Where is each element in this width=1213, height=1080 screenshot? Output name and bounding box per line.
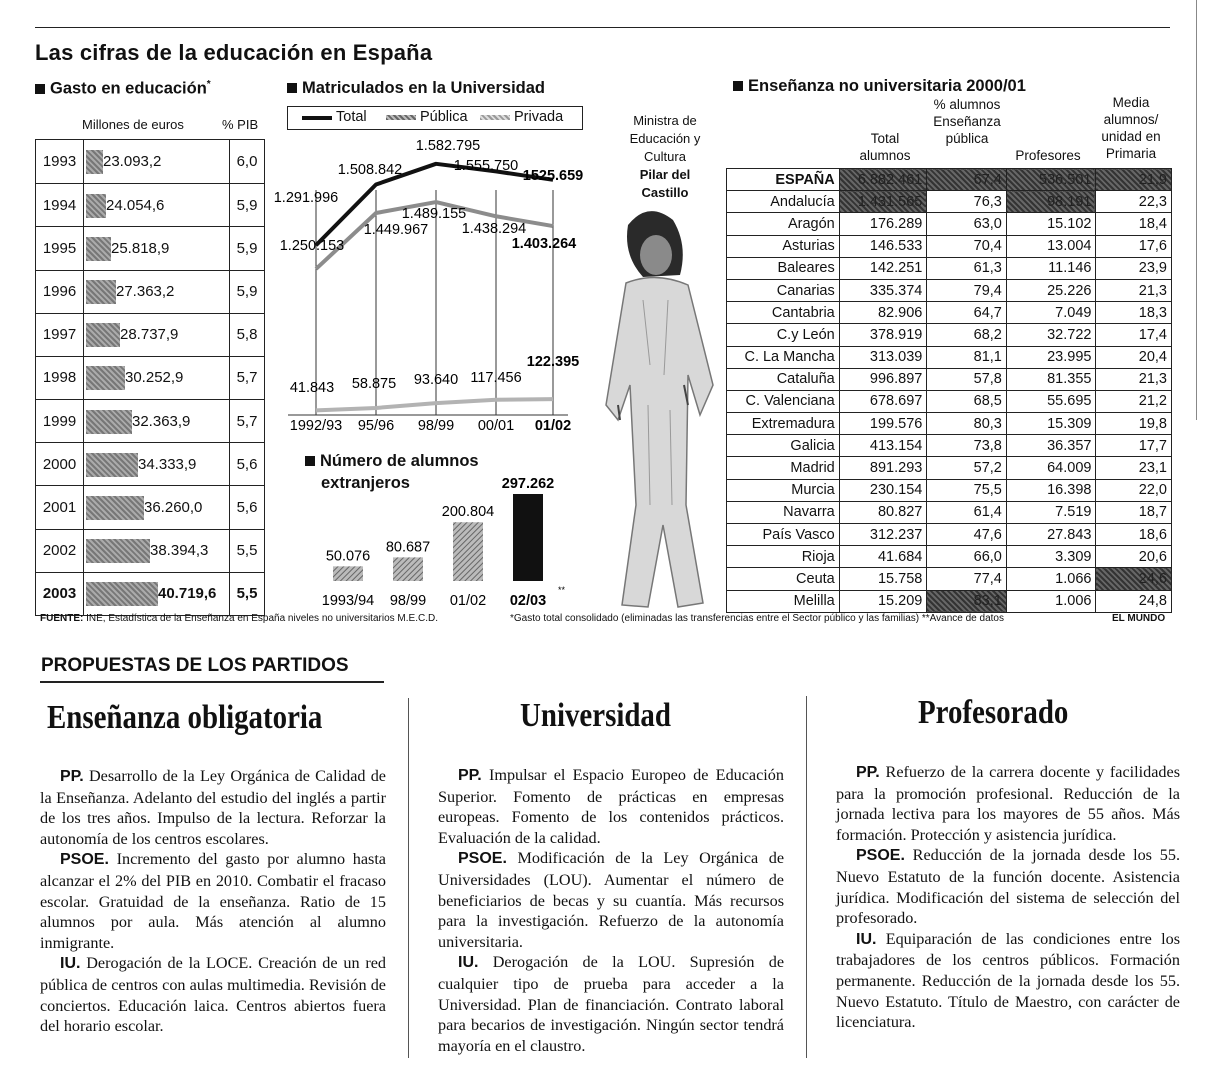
gasto-pib: 5,9 <box>229 184 264 226</box>
nouniv-cell: 24,8 <box>1096 590 1172 612</box>
nouniv-region: Cataluña <box>727 368 840 390</box>
nouniv-cell: 23,9 <box>1096 257 1172 279</box>
para-text: Derogación de la LOU. Supresión de cualquier tipo de prueba para acceder a la Universidad. Plan de financiación. Contrato laboral para becarios de investigación. Ningún sector tendrá mayoría en el claustro. <box>438 953 784 1055</box>
gasto-bar <box>86 539 150 563</box>
matric-x-tick: 98/99 <box>417 418 455 434</box>
nouniv-region: C. La Mancha <box>727 346 840 368</box>
legend-privada-label: Privada <box>514 109 564 125</box>
gasto-value: 24.054,6 <box>106 196 165 214</box>
top-rule <box>35 27 1170 28</box>
gasto-value: 38.394,3 <box>150 542 209 560</box>
ministra-name2: Castillo <box>641 185 689 200</box>
gasto-pib: 6,0 <box>229 140 264 183</box>
nouniv-cell: 25.226 <box>1006 279 1096 301</box>
nouniv-region: Melilla <box>727 590 840 612</box>
gasto-value: 23.093,2 <box>103 153 162 171</box>
nouniv-region: ESPAÑA <box>727 169 840 191</box>
gasto-pib: 5,6 <box>229 443 264 485</box>
nouniv-cell: 18,4 <box>1096 213 1172 235</box>
party-label: PP. <box>856 764 880 781</box>
para-pp <box>836 762 1180 845</box>
nouniv-cell: 80,3 <box>927 413 1007 435</box>
gasto-year: 2002 <box>36 530 84 572</box>
gasto-row <box>36 226 264 269</box>
square-bullet-icon <box>305 456 315 466</box>
nouniv-cell: 378.919 <box>839 324 927 346</box>
gasto-row <box>36 572 264 615</box>
extranjeros-x-tick: 1993/94 <box>321 593 375 609</box>
nouniv-region: Rioja <box>727 546 840 568</box>
nouniv-region: Ceuta <box>727 568 840 590</box>
nouniv-row <box>727 235 1172 257</box>
nouniv-heading-text: Enseñanza no universitaria 2000/01 <box>748 77 1026 95</box>
nouniv-region: C. Valenciana <box>727 390 840 412</box>
gasto-bar <box>86 453 138 477</box>
nouniv-cell: 68,5 <box>927 390 1007 412</box>
square-bullet-icon <box>35 84 45 94</box>
gasto-row <box>36 140 264 183</box>
extranjeros-bar <box>393 557 423 581</box>
nouniv-cell: 82.906 <box>839 302 927 324</box>
extranjeros-bar <box>453 522 483 581</box>
nouniv-cell: 20,6 <box>1096 546 1172 568</box>
nouniv-row <box>727 169 1172 191</box>
party-label: IU. <box>856 930 877 948</box>
gasto-bar <box>86 323 120 347</box>
nouniv-row <box>727 479 1172 501</box>
gasto-heading <box>35 79 211 99</box>
nouniv-table <box>726 168 1172 613</box>
matric-x-tick: 01/02 <box>534 418 572 434</box>
matric-total-label: 1.555.750 <box>453 158 519 174</box>
nouniv-cell: 536.501 <box>1006 169 1096 191</box>
legend-publica-swatch <box>386 115 416 120</box>
nouniv-cell: 21,3 <box>1096 368 1172 390</box>
nouniv-cell: 36.357 <box>1006 435 1096 457</box>
extranjeros-x-tick: 02/03 <box>509 593 547 609</box>
nouniv-row <box>727 413 1172 435</box>
nouniv-cell: 73,8 <box>927 435 1007 457</box>
gasto-heading-text: Gasto en educación <box>50 79 207 98</box>
nouniv-row <box>727 324 1172 346</box>
column-divider-2 <box>806 696 807 1058</box>
extranjeros-heading-line1: Número de alumnos <box>320 452 479 470</box>
nouniv-region: C.y León <box>727 324 840 346</box>
gasto-row <box>36 356 264 399</box>
nouniv-cell: 15.758 <box>839 568 927 590</box>
matric-series-privada <box>316 399 553 410</box>
nouniv-region: Cantabria <box>727 302 840 324</box>
nouniv-row <box>727 390 1172 412</box>
extranjeros-label-mark: ** <box>558 585 566 595</box>
gasto-bar <box>86 582 158 606</box>
nouniv-cell: 68,2 <box>927 324 1007 346</box>
nouniv-cell: 18,7 <box>1096 501 1172 523</box>
gasto-pib: 5,8 <box>229 314 264 356</box>
gasto-year: 1999 <box>36 400 84 442</box>
matric-x-tick: 00/01 <box>477 418 515 434</box>
nouniv-cell: 1.066 <box>1006 568 1096 590</box>
gasto-bar <box>86 366 125 390</box>
gasto-row <box>36 529 264 572</box>
nouniv-cell: 64.009 <box>1006 457 1096 479</box>
column-divider-1 <box>408 698 409 1058</box>
nouniv-cell: 15.209 <box>839 590 927 612</box>
right-edge-line <box>1196 0 1197 420</box>
nouniv-row <box>727 346 1172 368</box>
nouniv-row <box>727 279 1172 301</box>
nouniv-cell: 21,3 <box>1096 279 1172 301</box>
nouniv-cell: 16.398 <box>1006 479 1096 501</box>
para-text: Reducción de la jornada desde los 55. Nuevo Estatuto de la función docente. Asistencia jurídica. Modificación del sistema de selección del profesorado. <box>836 846 1180 928</box>
nouniv-row <box>727 501 1172 523</box>
propuestas-underline <box>40 681 384 683</box>
gasto-pib: 5,6 <box>229 486 264 528</box>
nouniv-cell: 996.897 <box>839 368 927 390</box>
extranjeros-value-label: 297.262 <box>501 476 555 492</box>
nouniv-region: Aragón <box>727 213 840 235</box>
matric-heading-text: Matriculados en la Universidad <box>302 79 545 97</box>
footer-fuente-label: FUENTE: <box>40 613 84 624</box>
para-pp <box>40 766 386 849</box>
nouniv-row <box>727 524 1172 546</box>
matric-total-label: 1.508.842 <box>337 162 403 178</box>
nouniv-row <box>727 368 1172 390</box>
nouniv-cell: 55.695 <box>1006 390 1096 412</box>
para-psoe <box>40 849 386 953</box>
party-label: PSOE. <box>856 847 905 865</box>
party-label: PSOE. <box>60 851 109 869</box>
nouniv-cell: 47,6 <box>927 524 1007 546</box>
ministra-name1: Pilar del <box>639 167 691 182</box>
gasto-year: 1994 <box>36 184 84 226</box>
para-iu <box>836 929 1180 1033</box>
ministra-line3: Cultura <box>644 149 686 164</box>
nouniv-cell: 20,4 <box>1096 346 1172 368</box>
gasto-table <box>35 139 265 616</box>
para-text: Impulsar el Espacio Europeo de Educación Superior. Fomento de prácticas en empresas europeas. Fomento de los contenidos prácticos. Evaluación de la calidad. <box>438 766 784 847</box>
nouniv-row <box>727 568 1172 590</box>
nouniv-region: Extremadura <box>727 413 840 435</box>
nouniv-cell: 17,7 <box>1096 435 1172 457</box>
matric-x-tick: 95/96 <box>357 418 395 434</box>
nouniv-cell: 70,4 <box>927 235 1007 257</box>
nouniv-row <box>727 257 1172 279</box>
nouniv-cell: 413.154 <box>839 435 927 457</box>
nouniv-cell: 1.006 <box>1006 590 1096 612</box>
gasto-value: 40.719,6 <box>158 585 217 603</box>
gasto-col2-header: % PIB <box>222 117 259 132</box>
gasto-row <box>36 270 264 313</box>
nouniv-cell: 146.533 <box>839 235 927 257</box>
matric-legend <box>287 106 583 130</box>
nouniv-cell: 81.355 <box>1006 368 1096 390</box>
nouniv-cell: 3.309 <box>1006 546 1096 568</box>
nouniv-cell: 41.684 <box>839 546 927 568</box>
matric-total-label: 1.582.795 <box>415 138 481 154</box>
nouniv-cell: 83,1 <box>927 590 1007 612</box>
nouniv-row <box>727 546 1172 568</box>
gasto-value: 25.818,9 <box>111 239 170 257</box>
para-text: Derogación de la LOCE. Creación de un red pública de centros con aulas multimedia. Revisión de conciertos. Educación laica. Centros abiertos fuera del horario escolar. <box>40 954 386 1036</box>
extranjeros-bar <box>513 494 543 581</box>
nouniv-region: Andalucía <box>727 191 840 213</box>
nouniv-cell: 66,0 <box>927 546 1007 568</box>
gasto-value: 30.252,9 <box>125 369 184 387</box>
party-label: IU. <box>458 954 479 972</box>
gasto-pib: 5,7 <box>229 400 264 442</box>
extranjeros-heading-line2: extranjeros <box>321 474 410 492</box>
nouniv-region: Murcia <box>727 479 840 501</box>
gasto-year: 2001 <box>36 486 84 528</box>
column-title-profesorado: Profesorado <box>918 694 1069 731</box>
gasto-pib: 5,5 <box>229 573 264 615</box>
legend-publica-label: Pública <box>420 109 468 125</box>
nouniv-cell: 15.309 <box>1006 413 1096 435</box>
nouniv-row <box>727 213 1172 235</box>
nouniv-cell: 13.004 <box>1006 235 1096 257</box>
nouniv-header-profesores: Profesores <box>1015 148 1081 163</box>
legend-total-label: Total <box>336 109 367 125</box>
footer-brand: EL MUNDO <box>1112 613 1166 624</box>
nouniv-cell: 57,2 <box>927 457 1007 479</box>
nouniv-region: Madrid <box>727 457 840 479</box>
gasto-year: 1996 <box>36 271 84 313</box>
gasto-bar <box>86 194 106 218</box>
matric-privada-label: 58.875 <box>351 376 397 392</box>
ministra-line1: Ministra de <box>633 113 697 128</box>
para-text: Incremento del gasto por alumno hasta alcanzar el 2% del PIB en 2010. Combatir el fracaso escolar. Gratuidad de la enseñanza. Ratio de 15 alumnos por aula. Más atención al alumno inmigrante. <box>40 850 386 952</box>
footer-nota: *Gasto total consolidado (eliminadas las transferencias entre el Sector público y las familias) **Avance de datos <box>510 613 1004 624</box>
nouniv-cell: 67,4 <box>927 169 1007 191</box>
para-pp <box>438 765 784 848</box>
nouniv-cell: 81,1 <box>927 346 1007 368</box>
gasto-year: 2000 <box>36 443 84 485</box>
gasto-year: 1997 <box>36 314 84 356</box>
nouniv-cell: 176.289 <box>839 213 927 235</box>
column-body-profesorado <box>836 762 1180 1033</box>
nouniv-heading <box>733 77 1026 96</box>
gasto-row <box>36 183 264 226</box>
nouniv-region: País Vasco <box>727 524 840 546</box>
extranjeros-bar <box>333 566 363 581</box>
nouniv-cell: 17,4 <box>1096 324 1172 346</box>
matric-publica-label: 1.438.294 <box>461 221 527 237</box>
matric-x-tick: 1992/93 <box>289 418 343 434</box>
nouniv-cell: 79,4 <box>927 279 1007 301</box>
nouniv-header-publica: % alumnos Enseñanza pública <box>933 97 1001 146</box>
gasto-year: 1995 <box>36 227 84 269</box>
gasto-pib: 5,5 <box>229 530 264 572</box>
matric-total-label: 1.291.996 <box>273 190 339 206</box>
nouniv-cell: 17,6 <box>1096 235 1172 257</box>
gasto-row <box>36 399 264 442</box>
gasto-value: 28.737,9 <box>120 326 179 344</box>
nouniv-cell: 142.251 <box>839 257 927 279</box>
nouniv-cell: 64,7 <box>927 302 1007 324</box>
nouniv-cell: 23,1 <box>1096 457 1172 479</box>
matric-publica-label: 1.250.153 <box>279 238 345 254</box>
gasto-row <box>36 442 264 485</box>
gasto-bar <box>86 410 132 434</box>
nouniv-cell: 27.843 <box>1006 524 1096 546</box>
gasto-pib: 5,7 <box>229 357 264 399</box>
nouniv-cell: 63,0 <box>927 213 1007 235</box>
ministra-line2: Educación y <box>629 131 701 146</box>
nouniv-cell: 61,4 <box>927 501 1007 523</box>
nouniv-cell: 199.576 <box>839 413 927 435</box>
matric-publica-label: 1.489.155 <box>401 206 467 222</box>
column-body-universidad <box>438 765 784 1056</box>
matric-line-chart <box>268 130 598 440</box>
extranjeros-x-tick: 01/02 <box>449 593 487 609</box>
nouniv-region: Canarias <box>727 279 840 301</box>
gasto-value: 36.260,0 <box>144 499 203 517</box>
extranjeros-value-label: 50.076 <box>325 548 371 565</box>
para-psoe <box>836 845 1180 928</box>
nouniv-row <box>727 302 1172 324</box>
nouniv-cell: 32.722 <box>1006 324 1096 346</box>
matric-privada-label: 93.640 <box>413 372 459 388</box>
nouniv-cell: 18,3 <box>1096 302 1172 324</box>
legend-total-swatch <box>302 116 332 120</box>
nouniv-cell: 77,4 <box>927 568 1007 590</box>
matric-publica-label: 1.403.264 <box>511 236 577 252</box>
nouniv-cell: 24,6 <box>1096 568 1172 590</box>
nouniv-cell: 22,3 <box>1096 191 1172 213</box>
party-label: PP. <box>458 767 482 784</box>
gasto-value: 32.363,9 <box>132 412 191 430</box>
para-iu <box>40 953 386 1036</box>
nouniv-cell: 678.697 <box>839 390 927 412</box>
nouniv-cell: 19,8 <box>1096 413 1172 435</box>
square-bullet-icon <box>287 83 297 93</box>
nouniv-cell: 61,3 <box>927 257 1007 279</box>
nouniv-cell: 98.191 <box>1006 191 1096 213</box>
ministra-caption <box>610 112 720 202</box>
gasto-row <box>36 485 264 528</box>
footer-fuente <box>40 613 438 624</box>
party-label: IU. <box>60 955 81 973</box>
nouniv-cell: 7.049 <box>1006 302 1096 324</box>
ministra-photo <box>588 205 733 615</box>
gasto-pib: 5,9 <box>229 271 264 313</box>
nouniv-region: Asturias <box>727 235 840 257</box>
extranjeros-bar-chart <box>300 468 600 613</box>
nouniv-cell: 6.882.461 <box>839 169 927 191</box>
nouniv-cell: 15.102 <box>1006 213 1096 235</box>
para-text: Modificación de la Ley Orgánica de Universidades (LOU). Aumentar el número de beneficiarios de becas y su cuantía. Más recursos para la investigación. Refuerzo de la autonomía universitaria. <box>438 849 784 951</box>
nouniv-cell: 1.431.565 <box>839 191 927 213</box>
nouniv-cell: 80.827 <box>839 501 927 523</box>
square-bullet-icon <box>733 81 743 91</box>
gasto-year: 2003 <box>36 573 84 615</box>
extranjeros-value-label: 200.804 <box>441 504 495 521</box>
gasto-bar <box>86 280 116 304</box>
column-title-obligatoria: Enseñanza obligatoria <box>47 699 323 736</box>
gasto-col1-header: Millones de euros <box>82 117 184 132</box>
para-text: Desarrollo de la Ley Orgánica de Calidad de la Enseñanza. Adelanto del estudio del inglés a partir de los tres años. Impulso de la lectura. Reforzar la autonomía de los centros escolares. <box>40 767 386 848</box>
nouniv-cell: 335.374 <box>839 279 927 301</box>
matric-privada-label: 41.843 <box>289 380 335 396</box>
nouniv-cell: 313.039 <box>839 346 927 368</box>
extranjeros-x-tick: 98/99 <box>389 593 427 609</box>
extranjeros-value-label: 80.687 <box>385 539 431 556</box>
nouniv-cell: 18,6 <box>1096 524 1172 546</box>
gasto-bar <box>86 496 144 520</box>
nouniv-row <box>727 435 1172 457</box>
legend-privada-swatch <box>480 115 510 120</box>
nouniv-cell: 76,3 <box>927 191 1007 213</box>
nouniv-region: Galicia <box>727 435 840 457</box>
matric-privada-label: 117.456 <box>470 370 522 386</box>
para-text: Refuerzo de la carrera docente y facilidades para la promoción profesional. Reducción de la jornada lectiva para los mayores de 55 años. Más formación. Protección y asistencia jurídica. <box>836 763 1180 844</box>
matric-heading <box>287 79 545 98</box>
nouniv-header-total: Total alumnos <box>859 131 911 163</box>
matric-publica-label: 1.449.967 <box>363 222 429 238</box>
nouniv-header-media: Media alumnos/ unidad en Primaria <box>1101 95 1161 161</box>
gasto-heading-mark: * <box>206 79 211 90</box>
nouniv-cell: 57,8 <box>927 368 1007 390</box>
nouniv-row <box>727 191 1172 213</box>
nouniv-cell: 23.995 <box>1006 346 1096 368</box>
para-iu <box>438 952 784 1056</box>
nouniv-cell: 75,5 <box>927 479 1007 501</box>
gasto-row <box>36 313 264 356</box>
gasto-value: 34.333,9 <box>138 455 197 473</box>
nouniv-cell: 11.146 <box>1006 257 1096 279</box>
gasto-bar <box>86 150 103 174</box>
para-psoe <box>438 848 784 952</box>
nouniv-cell: 21,9 <box>1096 169 1172 191</box>
nouniv-region: Baleares <box>727 257 840 279</box>
nouniv-row <box>727 457 1172 479</box>
nouniv-cell: 312.237 <box>839 524 927 546</box>
matric-privada-label: 122.395 <box>526 354 580 370</box>
nouniv-cell: 230.154 <box>839 479 927 501</box>
page-title: Las cifras de la educación en España <box>35 40 433 65</box>
column-title-universidad: Universidad <box>520 697 671 734</box>
nouniv-cell: 21,2 <box>1096 390 1172 412</box>
gasto-bar <box>86 237 111 261</box>
gasto-year: 1998 <box>36 357 84 399</box>
party-label: PSOE. <box>458 850 507 868</box>
para-text: Equiparación de las condiciones entre los trabajadores de los centros públicos. Formación permanente. Reducción de la jornada desde los 55. Nuevo Estatuto. Título de Maestro, con carácter de licenciatura. <box>836 929 1180 1032</box>
nouniv-cell: 7.519 <box>1006 501 1096 523</box>
gasto-year: 1993 <box>36 140 84 183</box>
gasto-value: 27.363,2 <box>116 283 175 301</box>
nouniv-cell: 891.293 <box>839 457 927 479</box>
column-body-obligatoria <box>40 766 386 1037</box>
footer-fuente-text: INE, Estadística de la Enseñanza en España niveles no universitarios M.E.C.D. <box>86 613 438 624</box>
party-label: PP. <box>60 768 84 785</box>
nouniv-region: Navarra <box>727 501 840 523</box>
nouniv-row <box>727 590 1172 612</box>
propuestas-heading: PROPUESTAS DE LOS PARTIDOS <box>41 655 349 676</box>
matric-total-label: 1525.659 <box>522 168 584 184</box>
nouniv-cell: 22,0 <box>1096 479 1172 501</box>
gasto-pib: 5,9 <box>229 227 264 269</box>
